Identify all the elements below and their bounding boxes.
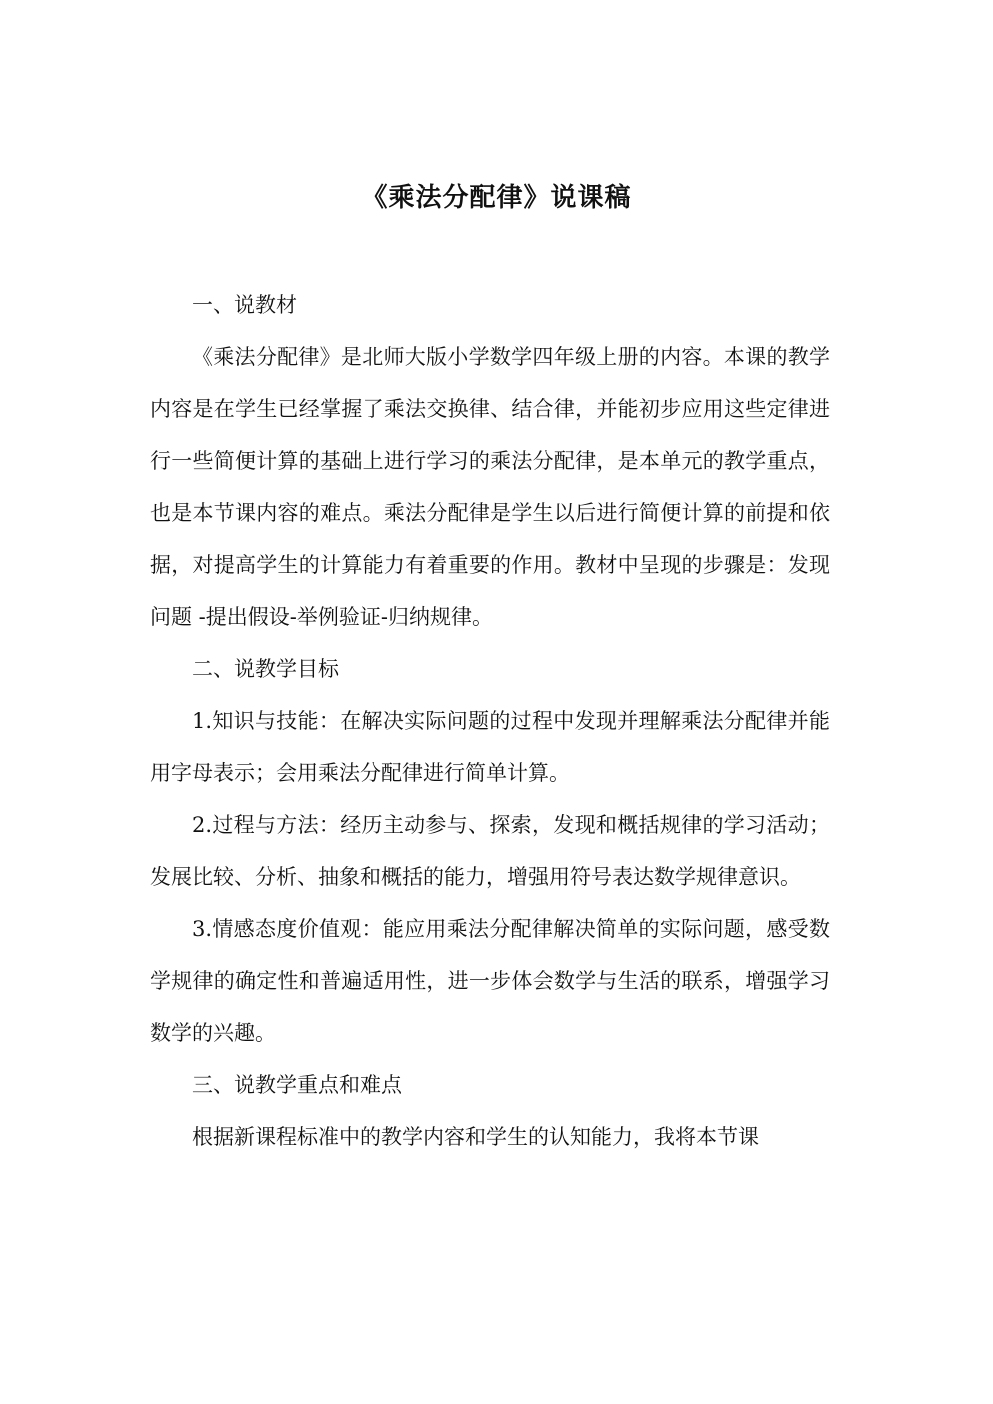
paragraph-key-difficult-points: 根据新课程标准中的教学内容和学生的认知能力，我将本节课 bbox=[192, 1125, 759, 1149]
document-title: 《乘法分配律》说课稿 bbox=[361, 183, 632, 213]
section-heading-teaching-material: 一、说教材 bbox=[192, 293, 297, 317]
document-body bbox=[150, 279, 830, 1163]
paragraph-goal-knowledge-skills: 1.知识与技能：在解决实际问题的过程中发现并理解乘法分配律并能用字母表示；会用乘法分配律进行简单计算。 bbox=[150, 709, 830, 785]
paragraph-goal-process-method: 2.过程与方法：经历主动参与、探索，发现和概括规律的学习活动；发展比较、分析、抽象和概括的能力，增强用符号表达数学规律意识。 bbox=[150, 813, 830, 889]
section-heading-teaching-goals: 二、说教学目标 bbox=[192, 657, 339, 681]
paragraph-goal-emotion-attitude: 3.情感态度价值观：能应用乘法分配律解决简单的实际问题，感受数学规律的确定性和普遍适用性，进一步体会数学与生活的联系，增强学习数学的兴趣。 bbox=[150, 917, 830, 1045]
section-heading-key-difficult-points: 三、说教学重点和难点 bbox=[192, 1073, 402, 1097]
paragraph-teaching-material: 《乘法分配律》是北师大版小学数学四年级上册的内容。本课的教学内容是在学生已经掌握了乘法交换律、结合律，并能初步应用这些定律进行一些简便计算的基础上进行学习的乘法分配律，是本单元的教学重点，也是本节课内容的难点。乘法分配律是学生以后进行简便计算的前提和依据，对提高学生的计算能力有着重要的作用。教材中呈现的步骤是：发现问题 -提出假设-举例验证-归纳规律。 bbox=[150, 345, 830, 629]
